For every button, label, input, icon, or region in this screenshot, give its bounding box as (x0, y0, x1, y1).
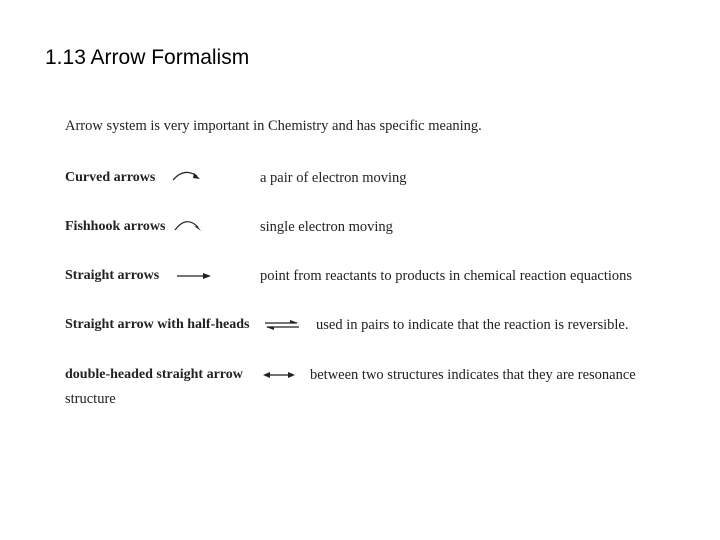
term-fishhook-arrows: Fishhook arrows (65, 219, 166, 234)
desc-double-headed-arrow: between two structures indicates that they are resonance (310, 367, 636, 383)
term-half-head-arrows: Straight arrow with half-heads (65, 317, 250, 332)
term-straight-arrows: Straight arrows (65, 268, 160, 283)
desc-half-head-arrows: used in pairs to indicate that the reaction is reversible. (316, 317, 629, 333)
equilibrium-half-head-arrows-icon (264, 317, 300, 333)
page-title: 1.13 Arrow Formalism (45, 46, 250, 69)
term-curved-arrows: Curved arrows (65, 170, 156, 185)
curved-arrow-icon (170, 166, 204, 186)
desc-straight-arrows: point from reactants to products in chemical reaction equactions (260, 268, 633, 284)
intro-text: Arrow system is very important in Chemistry and has specific meaning. (65, 118, 482, 134)
desc-fishhook-arrows: single electron moving (260, 219, 393, 235)
term-double-headed-arrow: double-headed straight arrow (65, 367, 243, 382)
straight-arrow-icon (176, 270, 212, 282)
fishhook-arrow-icon (172, 214, 206, 236)
double-headed-arrow-icon (262, 369, 296, 381)
desc-double-headed-arrow-continuation: structure (65, 391, 116, 407)
desc-curved-arrows: a pair of electron moving (260, 170, 407, 186)
